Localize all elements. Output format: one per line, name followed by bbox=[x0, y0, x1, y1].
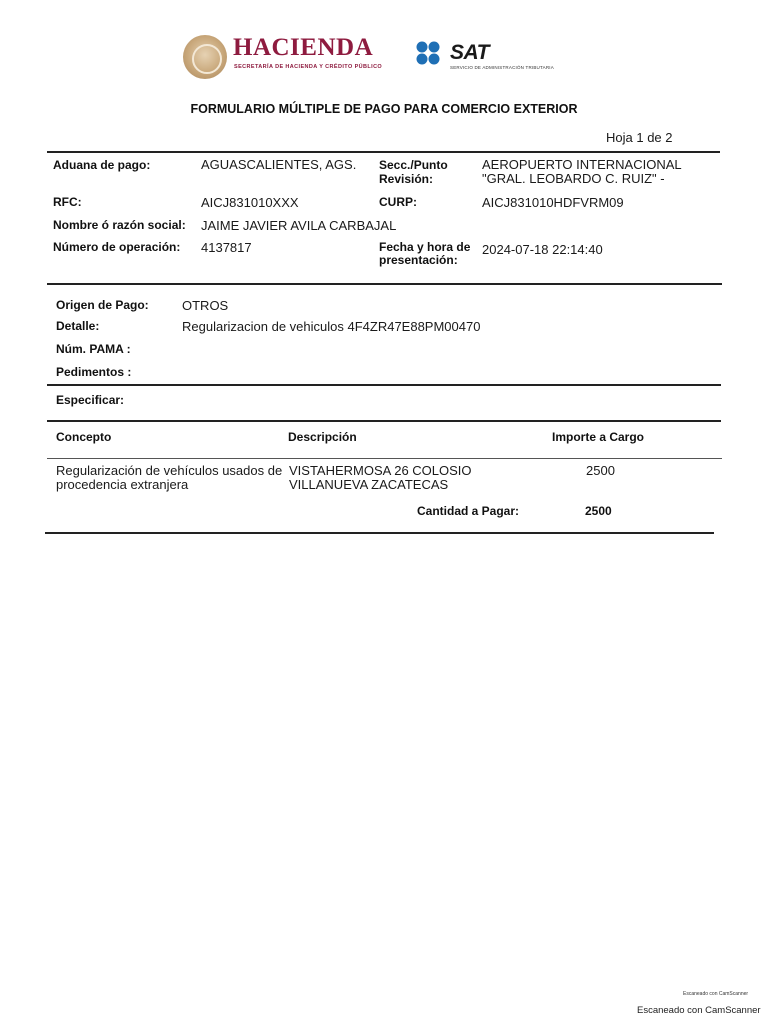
row-concepto-line1: Regularización de vehículos usados de bbox=[56, 463, 283, 478]
nombre-label: Nombre ó razón social: bbox=[53, 218, 186, 232]
detalle-value: Regularizacion de vehiculos 4F4ZR47E88PM00470 bbox=[182, 319, 481, 334]
nombre-value: JAIME JAVIER AVILA CARBAJAL bbox=[201, 218, 397, 233]
fecha-label-line1: Fecha y hora de bbox=[379, 240, 471, 254]
curp-value: AICJ831010HDFVRM09 bbox=[482, 195, 624, 210]
origen-value: OTROS bbox=[182, 298, 229, 313]
curp-label: CURP: bbox=[379, 195, 417, 209]
total-value: 2500 bbox=[585, 504, 612, 518]
aduana-label: Aduana de pago: bbox=[53, 158, 151, 172]
table-header-concepto: Concepto bbox=[56, 430, 112, 444]
operacion-label: Número de operación: bbox=[53, 240, 181, 254]
form-title: FORMULARIO MÚLTIPLE DE PAGO PARA COMERCIO EXTERIOR bbox=[190, 102, 578, 116]
sat-logo-text: SAT bbox=[450, 41, 489, 64]
row-descripcion-line1: VISTAHERMOSA 26 COLOSIO bbox=[289, 463, 472, 478]
secc-value-line2: "GRAL. LEOBARDO C. RUIZ" - bbox=[482, 171, 665, 186]
row-descripcion-line2: VILLANUEVA ZACATECAS bbox=[289, 477, 449, 492]
secc-label-line2: Revisión: bbox=[379, 172, 434, 186]
row-concepto-line2: procedencia extranjera bbox=[56, 477, 189, 492]
table-header-divider bbox=[47, 458, 722, 459]
divider bbox=[45, 532, 714, 534]
fecha-value: 2024-07-18 22:14:40 bbox=[482, 242, 603, 257]
origen-label: Origen de Pago: bbox=[56, 298, 149, 312]
sat-dots-icon bbox=[416, 41, 446, 71]
scanner-watermark: Escaneado con CamScanner bbox=[637, 1005, 761, 1016]
especificar-label: Especificar: bbox=[56, 393, 125, 407]
divider bbox=[47, 283, 722, 285]
divider bbox=[47, 151, 720, 153]
divider bbox=[47, 384, 721, 386]
pedimentos-label: Pedimentos : bbox=[56, 365, 132, 379]
operacion-value: 4137817 bbox=[201, 240, 252, 255]
row-importe: 2500 bbox=[586, 463, 615, 478]
scanner-watermark-small: Escaneado con CamScanner bbox=[683, 991, 749, 997]
rfc-label: RFC: bbox=[53, 195, 82, 209]
secc-label-line1: Secc./Punto bbox=[379, 158, 448, 172]
mexican-seal-icon bbox=[183, 35, 227, 79]
hacienda-subtitle: SECRETARÍA DE HACIENDA Y CRÉDITO PÚBLICO bbox=[234, 64, 383, 70]
detalle-label: Detalle: bbox=[56, 319, 100, 333]
divider bbox=[47, 420, 721, 422]
fecha-label-line2: presentación: bbox=[379, 253, 458, 267]
pama-label: Núm. PAMA : bbox=[56, 342, 131, 356]
secc-value-line1: AEROPUERTO INTERNACIONAL bbox=[482, 157, 682, 172]
sat-subtitle: SERVICIO DE ADMINISTRACIÓN TRIBUTARIA bbox=[450, 65, 554, 70]
hacienda-logo-text: HACIENDA bbox=[233, 34, 374, 61]
aduana-value: AGUASCALIENTES, AGS. bbox=[201, 157, 357, 172]
table-header-descripcion: Descripción bbox=[288, 430, 357, 444]
rfc-value: AICJ831010XXX bbox=[201, 195, 299, 210]
page-indicator: Hoja 1 de 2 bbox=[606, 130, 673, 145]
total-label: Cantidad a Pagar: bbox=[417, 504, 520, 518]
table-header-importe: Importe a Cargo bbox=[552, 430, 645, 444]
